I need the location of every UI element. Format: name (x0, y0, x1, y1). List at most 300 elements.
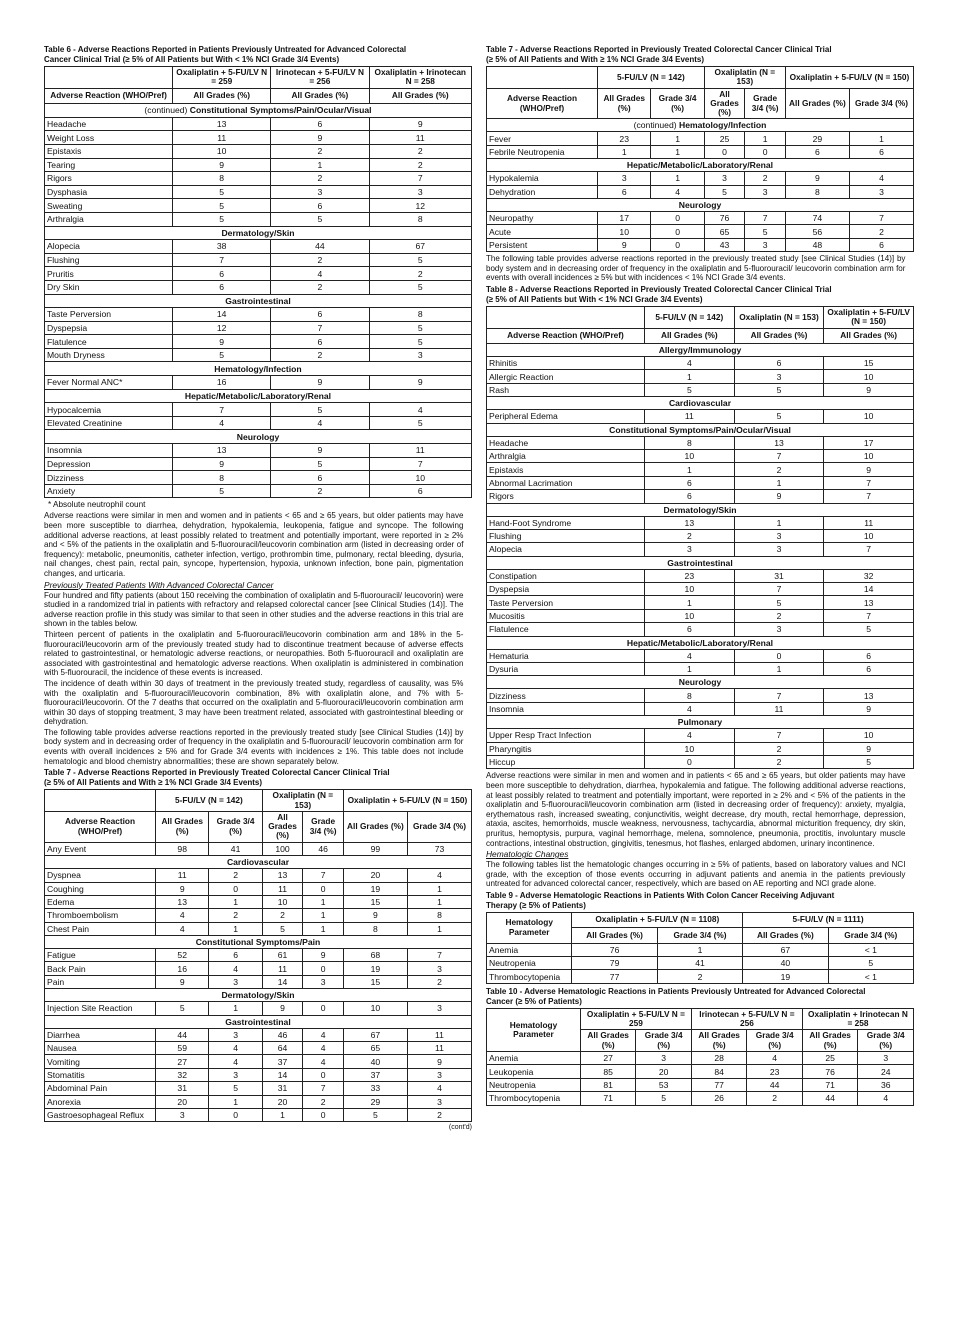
value-cell: 5 (209, 1082, 262, 1095)
value-cell: 7 (824, 543, 914, 556)
table7-continued (486, 66, 914, 252)
table-row (45, 1108, 472, 1121)
section-title (45, 989, 472, 1002)
header-row (487, 912, 914, 927)
value-cell: 67 (743, 943, 828, 956)
value-cell: 7 (271, 321, 369, 335)
section-name: Constitutional Symptoms/Pain/Ocular/Visual (189, 105, 372, 116)
row-label: Fever Normal ANC* (45, 376, 173, 390)
value-cell: 2 (271, 144, 369, 158)
value-cell: 1 (209, 1002, 262, 1015)
table-row (487, 755, 914, 768)
row-label: Nausea (45, 1042, 156, 1055)
row-label: Headache (45, 117, 173, 131)
value-cell: 3 (745, 238, 786, 251)
value-cell: 10 (645, 609, 735, 622)
value-cell: 41 (657, 957, 742, 970)
table-row (487, 463, 914, 476)
grade34-header: Grade 3/4 (%) (209, 811, 262, 842)
table-row (487, 729, 914, 742)
value-cell: 19 (343, 882, 407, 895)
section-title (45, 389, 472, 403)
value-cell: 3 (734, 529, 824, 542)
parameter-header: Hematology Parameter (487, 1008, 581, 1051)
value-cell: 10 (369, 471, 472, 485)
value-cell: 5 (824, 623, 914, 636)
section-name: Constitutional Symptoms/Pain/Ocular/Visual (609, 424, 791, 435)
table-row (487, 1092, 914, 1105)
row-label: Hand-Foot Syndrome (487, 516, 645, 529)
value-cell: 24 (858, 1065, 914, 1078)
value-cell: 2 (407, 1108, 471, 1121)
table6 (44, 66, 472, 498)
value-cell: 5 (734, 410, 824, 423)
table7-caption (44, 767, 472, 787)
table-row (487, 476, 914, 489)
all-grades-header: All Grades (%) (156, 811, 209, 842)
table-row (45, 842, 472, 855)
value-cell: 6 (849, 145, 913, 158)
value-cell: 44 (802, 1092, 858, 1105)
row-label: Tearing (45, 158, 173, 172)
value-cell: 3 (156, 1108, 209, 1121)
value-cell: 3 (209, 975, 262, 988)
value-cell: 20 (343, 869, 407, 882)
row-label: Rigors (45, 172, 173, 186)
table-row (45, 909, 472, 922)
value-cell: 1 (303, 909, 344, 922)
row-label: Fatigue (45, 949, 156, 962)
value-cell: 2 (849, 225, 913, 238)
value-cell: 6 (271, 471, 369, 485)
value-cell: 9 (343, 909, 407, 922)
table-row (45, 280, 472, 294)
value-cell: 2 (734, 742, 824, 755)
value-cell: 7 (824, 490, 914, 503)
section-row (45, 989, 472, 1002)
grade34-header: Grade 3/4 (%) (745, 88, 786, 119)
value-cell: 3 (704, 172, 745, 185)
value-cell: 9 (598, 238, 651, 251)
section-title (45, 226, 472, 240)
value-cell: 1 (209, 895, 262, 908)
table-row (45, 922, 472, 935)
table-row (45, 1055, 472, 1068)
table-row (487, 649, 914, 662)
value-cell: 3 (369, 348, 472, 362)
header-blank (487, 67, 598, 89)
section-name: Gastrointestinal (225, 1016, 291, 1027)
value-cell: 1 (745, 132, 786, 145)
row-label: Fever (487, 132, 598, 145)
section-title (45, 430, 472, 444)
value-cell: 3 (369, 185, 472, 199)
row-label: Stomatitis (45, 1068, 156, 1081)
value-cell: 73 (407, 842, 471, 855)
row-label: Rhinitis (487, 356, 645, 369)
value-cell: 9 (824, 463, 914, 476)
row-label: Weight Loss (45, 131, 173, 145)
section-title (45, 856, 472, 869)
grade-header: All Grades (%) (734, 328, 824, 343)
value-cell: 12 (173, 321, 271, 335)
value-cell: 3 (209, 1028, 262, 1041)
value-cell: 7 (824, 609, 914, 622)
table-row (45, 484, 472, 498)
value-cell: 8 (173, 471, 271, 485)
value-cell: 8 (173, 172, 271, 186)
section-row (487, 343, 914, 356)
section-row (45, 104, 472, 118)
table-row (487, 609, 914, 622)
value-cell: 0 (651, 238, 704, 251)
value-cell: 9 (369, 376, 472, 390)
table-row (487, 172, 914, 185)
table10-caption (486, 986, 914, 1006)
row-label: Arthralgia (487, 449, 645, 462)
section-row (487, 423, 914, 436)
value-cell: 0 (209, 1108, 262, 1121)
row-label: Taste Perversion (45, 308, 173, 322)
value-cell: 1 (209, 1095, 262, 1108)
value-cell: 14 (262, 1068, 303, 1081)
row-label: Diarrhea (45, 1028, 156, 1041)
row-label: Epistaxis (45, 144, 173, 158)
table9-caption (486, 890, 914, 910)
row-label: Flatulence (487, 623, 645, 636)
row-label: Abdominal Pain (45, 1082, 156, 1095)
table-row (487, 702, 914, 715)
section-name: Cardiovascular (668, 398, 732, 409)
value-cell: 4 (407, 1082, 471, 1095)
value-cell: 2 (745, 172, 786, 185)
table-row (487, 689, 914, 702)
value-cell: 10 (824, 529, 914, 542)
value-cell: 6 (173, 280, 271, 294)
value-cell: 29 (785, 132, 849, 145)
value-cell: 1 (645, 596, 735, 609)
value-cell: 3 (303, 975, 344, 988)
value-cell: 5 (645, 383, 735, 396)
value-cell: 71 (580, 1092, 636, 1105)
value-cell: 23 (598, 132, 651, 145)
value-cell: 11 (262, 882, 303, 895)
value-cell: 33 (343, 1082, 407, 1095)
value-cell: 84 (691, 1065, 747, 1078)
value-cell: 85 (580, 1065, 636, 1078)
value-cell: 6 (209, 949, 262, 962)
arm-header: 5-FU/LV (N = 142) (156, 790, 263, 812)
value-cell: 11 (645, 410, 735, 423)
value-cell: 11 (407, 1028, 471, 1041)
header-row (45, 88, 472, 104)
section-row (487, 556, 914, 569)
value-cell: 64 (262, 1042, 303, 1055)
row-label: Dyspepsia (45, 321, 173, 335)
value-cell: 9 (734, 490, 824, 503)
value-cell: 1 (407, 922, 471, 935)
value-cell: 2 (657, 970, 742, 983)
value-cell: 10 (824, 370, 914, 383)
row-label: Pharyngitis (487, 742, 645, 755)
section-name: Neurology (678, 200, 722, 211)
value-cell: 13 (173, 117, 271, 131)
section-title (45, 1015, 472, 1028)
all-grades-header: All Grades (%) (704, 88, 745, 119)
value-cell: 15 (824, 356, 914, 369)
table-row (45, 348, 472, 362)
value-cell: 14 (262, 975, 303, 988)
row-label: Headache (487, 436, 645, 449)
section-row (487, 159, 914, 172)
left-column (44, 44, 472, 1131)
table-row (487, 1078, 914, 1091)
value-cell: 1 (598, 145, 651, 158)
value-cell: 8 (407, 909, 471, 922)
value-cell: 9 (785, 172, 849, 185)
section-name: Hematology/Infection (214, 363, 302, 374)
all-grades-header: All Grades (%) (598, 88, 651, 119)
arm-header: Oxaliplatin (N = 153) (734, 307, 824, 329)
value-cell: 0 (734, 649, 824, 662)
table-row (45, 403, 472, 417)
section-row (487, 119, 914, 132)
value-cell: 10 (824, 729, 914, 742)
value-cell: 7 (369, 172, 472, 186)
value-cell: 9 (156, 975, 209, 988)
row-label: Anorexia (45, 1095, 156, 1108)
value-cell: 1 (303, 922, 344, 935)
value-cell: 76 (802, 1065, 858, 1078)
value-cell: 9 (271, 376, 369, 390)
table-row (487, 185, 914, 198)
value-cell: 38 (173, 240, 271, 254)
value-cell: 10 (824, 410, 914, 423)
all-grades-header: All Grades (%) (343, 811, 407, 842)
value-cell: 44 (156, 1028, 209, 1041)
value-cell: 11 (156, 869, 209, 882)
value-cell: 3 (407, 962, 471, 975)
caption-line: Therapy (≥ 5% of Patients) (486, 899, 586, 910)
value-cell: 11 (369, 131, 472, 145)
value-cell: 11 (407, 1042, 471, 1055)
caption-line: Table 7 - Adverse Reactions Reported in Previously Treated Colorectal Cancer Clinical Trial (486, 44, 832, 54)
arm-header: Irinotecan + 5-FU/LV N = 256 (691, 1008, 802, 1030)
value-cell: 4 (156, 922, 209, 935)
value-cell: 65 (704, 225, 745, 238)
table-row (45, 1002, 472, 1015)
subheading: Previously Treated Patients With Advanced Colorectal Cancer (44, 579, 274, 590)
value-cell: 11 (369, 444, 472, 458)
header-row (45, 790, 472, 812)
value-cell: 9 (173, 457, 271, 471)
row-label: Thrombocytopenia (487, 1092, 581, 1105)
section-row (487, 676, 914, 689)
table-row (45, 253, 472, 267)
value-cell: 6 (598, 185, 651, 198)
value-cell: 67 (369, 240, 472, 254)
value-cell: 5 (156, 1002, 209, 1015)
row-label: Dyspepsia (487, 583, 645, 596)
table-row (45, 975, 472, 988)
value-cell: 6 (271, 117, 369, 131)
row-label: Epistaxis (487, 463, 645, 476)
value-cell: 3 (849, 185, 913, 198)
value-cell: 5 (271, 212, 369, 226)
value-cell: 7 (734, 449, 824, 462)
value-cell: 5 (828, 957, 913, 970)
value-cell: 65 (343, 1042, 407, 1055)
row-label: Anemia (487, 1052, 581, 1065)
value-cell: 19 (743, 970, 828, 983)
value-cell: 0 (303, 882, 344, 895)
row-label: Hypocalcemia (45, 403, 173, 417)
section-row (487, 636, 914, 649)
value-cell: 7 (849, 212, 913, 225)
table-row (487, 970, 914, 983)
reaction-header: Adverse Reaction (WHO/Pref) (487, 328, 645, 343)
value-cell: 17 (598, 212, 651, 225)
value-cell: 5 (173, 484, 271, 498)
value-cell: 1 (645, 463, 735, 476)
table-row (45, 185, 472, 199)
value-cell: 2 (303, 1095, 344, 1108)
right-column (486, 44, 914, 1108)
value-cell: 9 (824, 702, 914, 715)
value-cell: 4 (303, 1028, 344, 1041)
value-cell: 5 (271, 457, 369, 471)
value-cell: 44 (271, 240, 369, 254)
value-cell: 14 (824, 583, 914, 596)
table-row (487, 623, 914, 636)
value-cell: 5 (173, 199, 271, 213)
row-label: Back Pain (45, 962, 156, 975)
table-row (487, 529, 914, 542)
row-label: Thrombocytopenia (487, 970, 572, 983)
value-cell: 7 (173, 253, 271, 267)
value-cell: 16 (173, 376, 271, 390)
value-cell: 37 (343, 1068, 407, 1081)
value-cell: 7 (824, 476, 914, 489)
grade34-header: Grade 3/4 (%) (858, 1030, 914, 1052)
value-cell: 29 (343, 1095, 407, 1108)
caption-line: (≥ 5% of All Patients and With ≥ 1% NCI Grade 3/4 Events) (486, 54, 705, 64)
value-cell: 5 (173, 185, 271, 199)
table-row (45, 212, 472, 226)
value-cell: 1 (262, 1108, 303, 1121)
row-label: Rash (487, 383, 645, 396)
arm-header: Oxaliplatin + Irinotecan N = 258 (369, 67, 472, 89)
row-label: Dehydration (487, 185, 598, 198)
table-row (45, 131, 472, 145)
value-cell: 9 (824, 742, 914, 755)
value-cell: 3 (858, 1052, 914, 1065)
table-row (45, 1028, 472, 1041)
value-cell: 41 (209, 842, 262, 855)
value-cell: 8 (645, 436, 735, 449)
value-cell: 74 (785, 212, 849, 225)
value-cell: 5 (636, 1092, 692, 1105)
value-cell: 100 (262, 842, 303, 855)
value-cell: 2 (369, 267, 472, 281)
paragraph: Thirteen percent of patients in the oxaliplatin and 5-fluorouracil/leucovorin combination arm and 18% in the 5-fluorouracil/leucovorin arm of the previously treated study had to discontinue treatment because of adverse effects related to gastrointestinal, or hematologic adverse reactions, or neuropathies. Both 5-fluorouracil and oxaliplatin are associated with gastrointestinal and hematologic adverse reactions. When oxaliplatin is administered in combination with 5-fluorouracil, the incidence of these events is increased. (44, 629, 464, 678)
value-cell: 17 (824, 436, 914, 449)
section-name: Hepatic/Metabolic/Laboratory/Renal (626, 160, 774, 171)
value-cell: 1 (407, 895, 471, 908)
value-cell: 40 (743, 957, 828, 970)
section-row (45, 362, 472, 376)
value-cell: 3 (407, 1002, 471, 1015)
value-cell: 20 (636, 1065, 692, 1078)
value-cell: 9 (271, 444, 369, 458)
caption-line: Table 10 - Adverse Hematologic Reactions in Patients Previously Untreated for Advanced Colorectal (486, 985, 866, 996)
table-row (487, 410, 914, 423)
value-cell: 68 (343, 949, 407, 962)
reaction-header: Adverse Reaction (WHO/Pref) (487, 88, 598, 119)
value-cell: 1 (209, 922, 262, 935)
value-cell: 25 (802, 1052, 858, 1065)
value-cell: 2 (271, 484, 369, 498)
header-row (487, 88, 914, 119)
section-name: Pulmonary (677, 717, 723, 728)
arm-header: Oxaliplatin + Irinotecan N = 258 (802, 1008, 913, 1030)
caption-line: (≥ 5% of All Patients and With ≥ 1% NCI Grade 3/4 Events) (44, 777, 263, 788)
arm-header: Irinotecan + 5-FU/LV N = 256 (271, 67, 369, 89)
paragraph: The following table provides adverse reactions reported in the previously treated study [see Clinical Studies (14)] by body system and in decreasing order of frequency in the oxaliplatin and 5-fluorouracil/ leucovorin combination arm for events with overall incidences ≥ 5% and for Grade 3/4 events with incidences ≥ 1%. This table does not include hematologic and blood chemistry abnormalities; these are shown separately below. (44, 727, 464, 766)
grade34-header: Grade 3/4 (%) (657, 928, 742, 943)
paragraph: Adverse reactions were similar in men and women and in patients < 65 and ≥ 65 years, but older patients may have been more susceptible to diarrhea, dehydration, hypokalemia, leukopenia, fatigue and syncope. The following additional adverse reactions, at least possibly related to treatment and potentially important, were reported in ≥ 2% and < 5% of the patients in the oxaliplatin and 5-fluorouracil/leucovorin combination arm (listed in decreasing order of frequency): metabolic, pneumonitis, catheter infection, vertigo, prothrombin time, pulmonary, rectal bleeding, dysuria, nail changes, chest pain, rectal pain, syncope, hypertension, hypoxia, unknown infection, bone pain, pigmentation changes, and urticaria. (44, 511, 464, 578)
all-grades-header: All Grades (%) (580, 1030, 636, 1052)
value-cell: < 1 (828, 970, 913, 983)
section-title (45, 362, 472, 376)
row-label: Insomnia (487, 702, 645, 715)
row-label: Arthralgia (45, 212, 173, 226)
table-row (487, 957, 914, 970)
grade34-header: Grade 3/4 (%) (636, 1030, 692, 1052)
value-cell: 3 (645, 543, 735, 556)
row-label: Neutropenia (487, 1078, 581, 1091)
value-cell: 2 (262, 909, 303, 922)
table-row (487, 596, 914, 609)
value-cell: 43 (704, 238, 745, 251)
value-cell: 28 (691, 1052, 747, 1065)
caption-line: (≥ 5% of All Patients but With < 1% NCI Grade 3/4 Events) (486, 294, 703, 304)
value-cell: 5 (369, 335, 472, 349)
value-cell: 3 (734, 543, 824, 556)
row-label: Dizziness (45, 471, 173, 485)
table8-caption (486, 284, 914, 304)
section-title (487, 503, 914, 516)
caption-line: Table 7 - Adverse Reactions Reported in Previously Treated Colorectal Cancer Clinical Trial (44, 767, 390, 778)
paragraph: The incidence of death within 30 days of treatment in the previously treated study, regardless of causality, was 5% with the oxaliplatin and 5-fluorouracil/leucovorin combination, 8% with oxaliplatin alone, and 7% with 5-fluorouracil/leucovorin. Of the 7 deaths that occurred on the oxaliplatin and 5-fluorouracil/leucovorin combination arm within 30 days of stopping treatment, 3 may have been treatment related, associated with gastrointestinal bleeding or dehydration. (44, 678, 464, 727)
table-row (487, 370, 914, 383)
header-blank (487, 307, 645, 329)
value-cell: 7 (407, 949, 471, 962)
value-cell: 9 (262, 1002, 303, 1015)
value-cell: 15 (343, 975, 407, 988)
row-label: Depression (45, 457, 173, 471)
value-cell: 3 (745, 185, 786, 198)
section-title (487, 397, 914, 410)
value-cell: 2 (369, 144, 472, 158)
value-cell: 13 (262, 869, 303, 882)
section-title (45, 294, 472, 308)
value-cell: 2 (271, 172, 369, 186)
value-cell: 5 (343, 1108, 407, 1121)
caption-line: Cancer (≥ 5% of Patients) (486, 995, 582, 1006)
value-cell: 37 (262, 1055, 303, 1068)
value-cell: 4 (303, 1055, 344, 1068)
